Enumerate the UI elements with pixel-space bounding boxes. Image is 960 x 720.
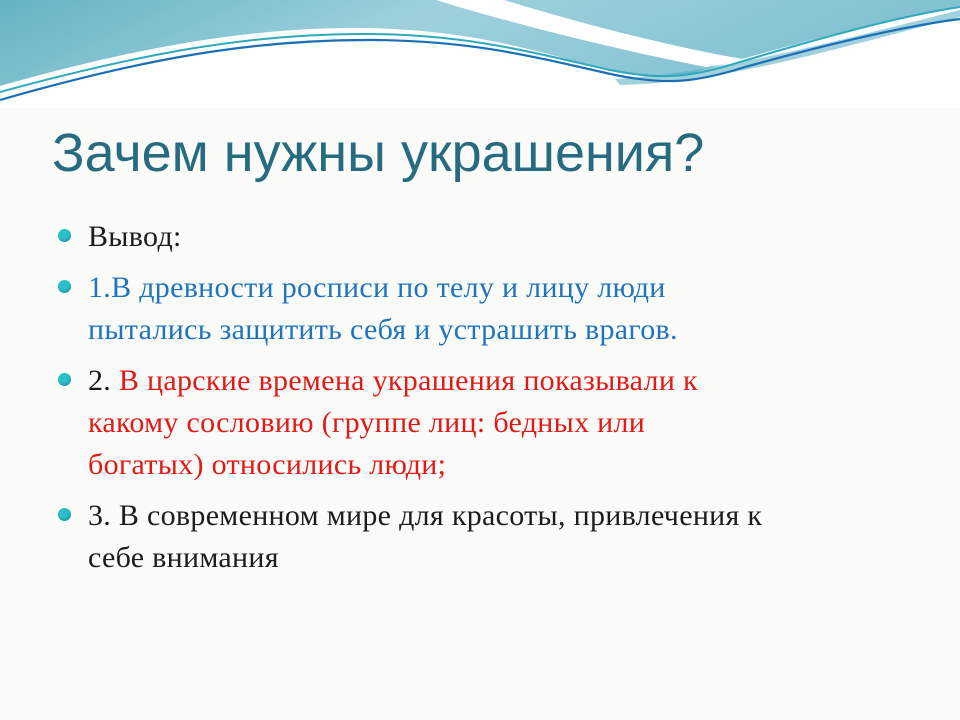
bullet-run: богатых) относились люди; [88,448,447,481]
bullet-text [88,495,762,579]
bullet-dot-icon [58,373,71,386]
bullet-dot-icon [58,280,71,293]
bullet-list [58,216,918,588]
slide-title: Зачем нужны украшения? [52,123,705,183]
bullet-item-4 [58,495,918,579]
bullet-run: 2. [88,364,112,397]
bullet-dot-icon [58,229,71,242]
bullet-run: пытались защитить себя и устрашить врагов. [88,313,678,346]
bullet-text [88,360,698,486]
bullet-run: какому сословию (группе лиц: бедных или [88,406,646,439]
bullet-dot-icon [58,508,71,521]
bullet-item-2 [58,267,918,351]
bullet-run: Вывод: [88,220,182,253]
header-wave-decoration [0,0,960,108]
bullet-run: В царские времена украшения показывали к [111,364,698,397]
bullet-text [88,267,678,351]
bullet-item-3 [58,360,918,486]
bullet-run: себе внимания [88,541,279,574]
bullet-run: 3. В современном мире для красоты, привлечения к [88,499,763,532]
bullet-run: 1.В древности росписи по телу и лицу люди [88,271,666,304]
bullet-item-1 [58,216,918,258]
bullet-text [88,216,182,258]
